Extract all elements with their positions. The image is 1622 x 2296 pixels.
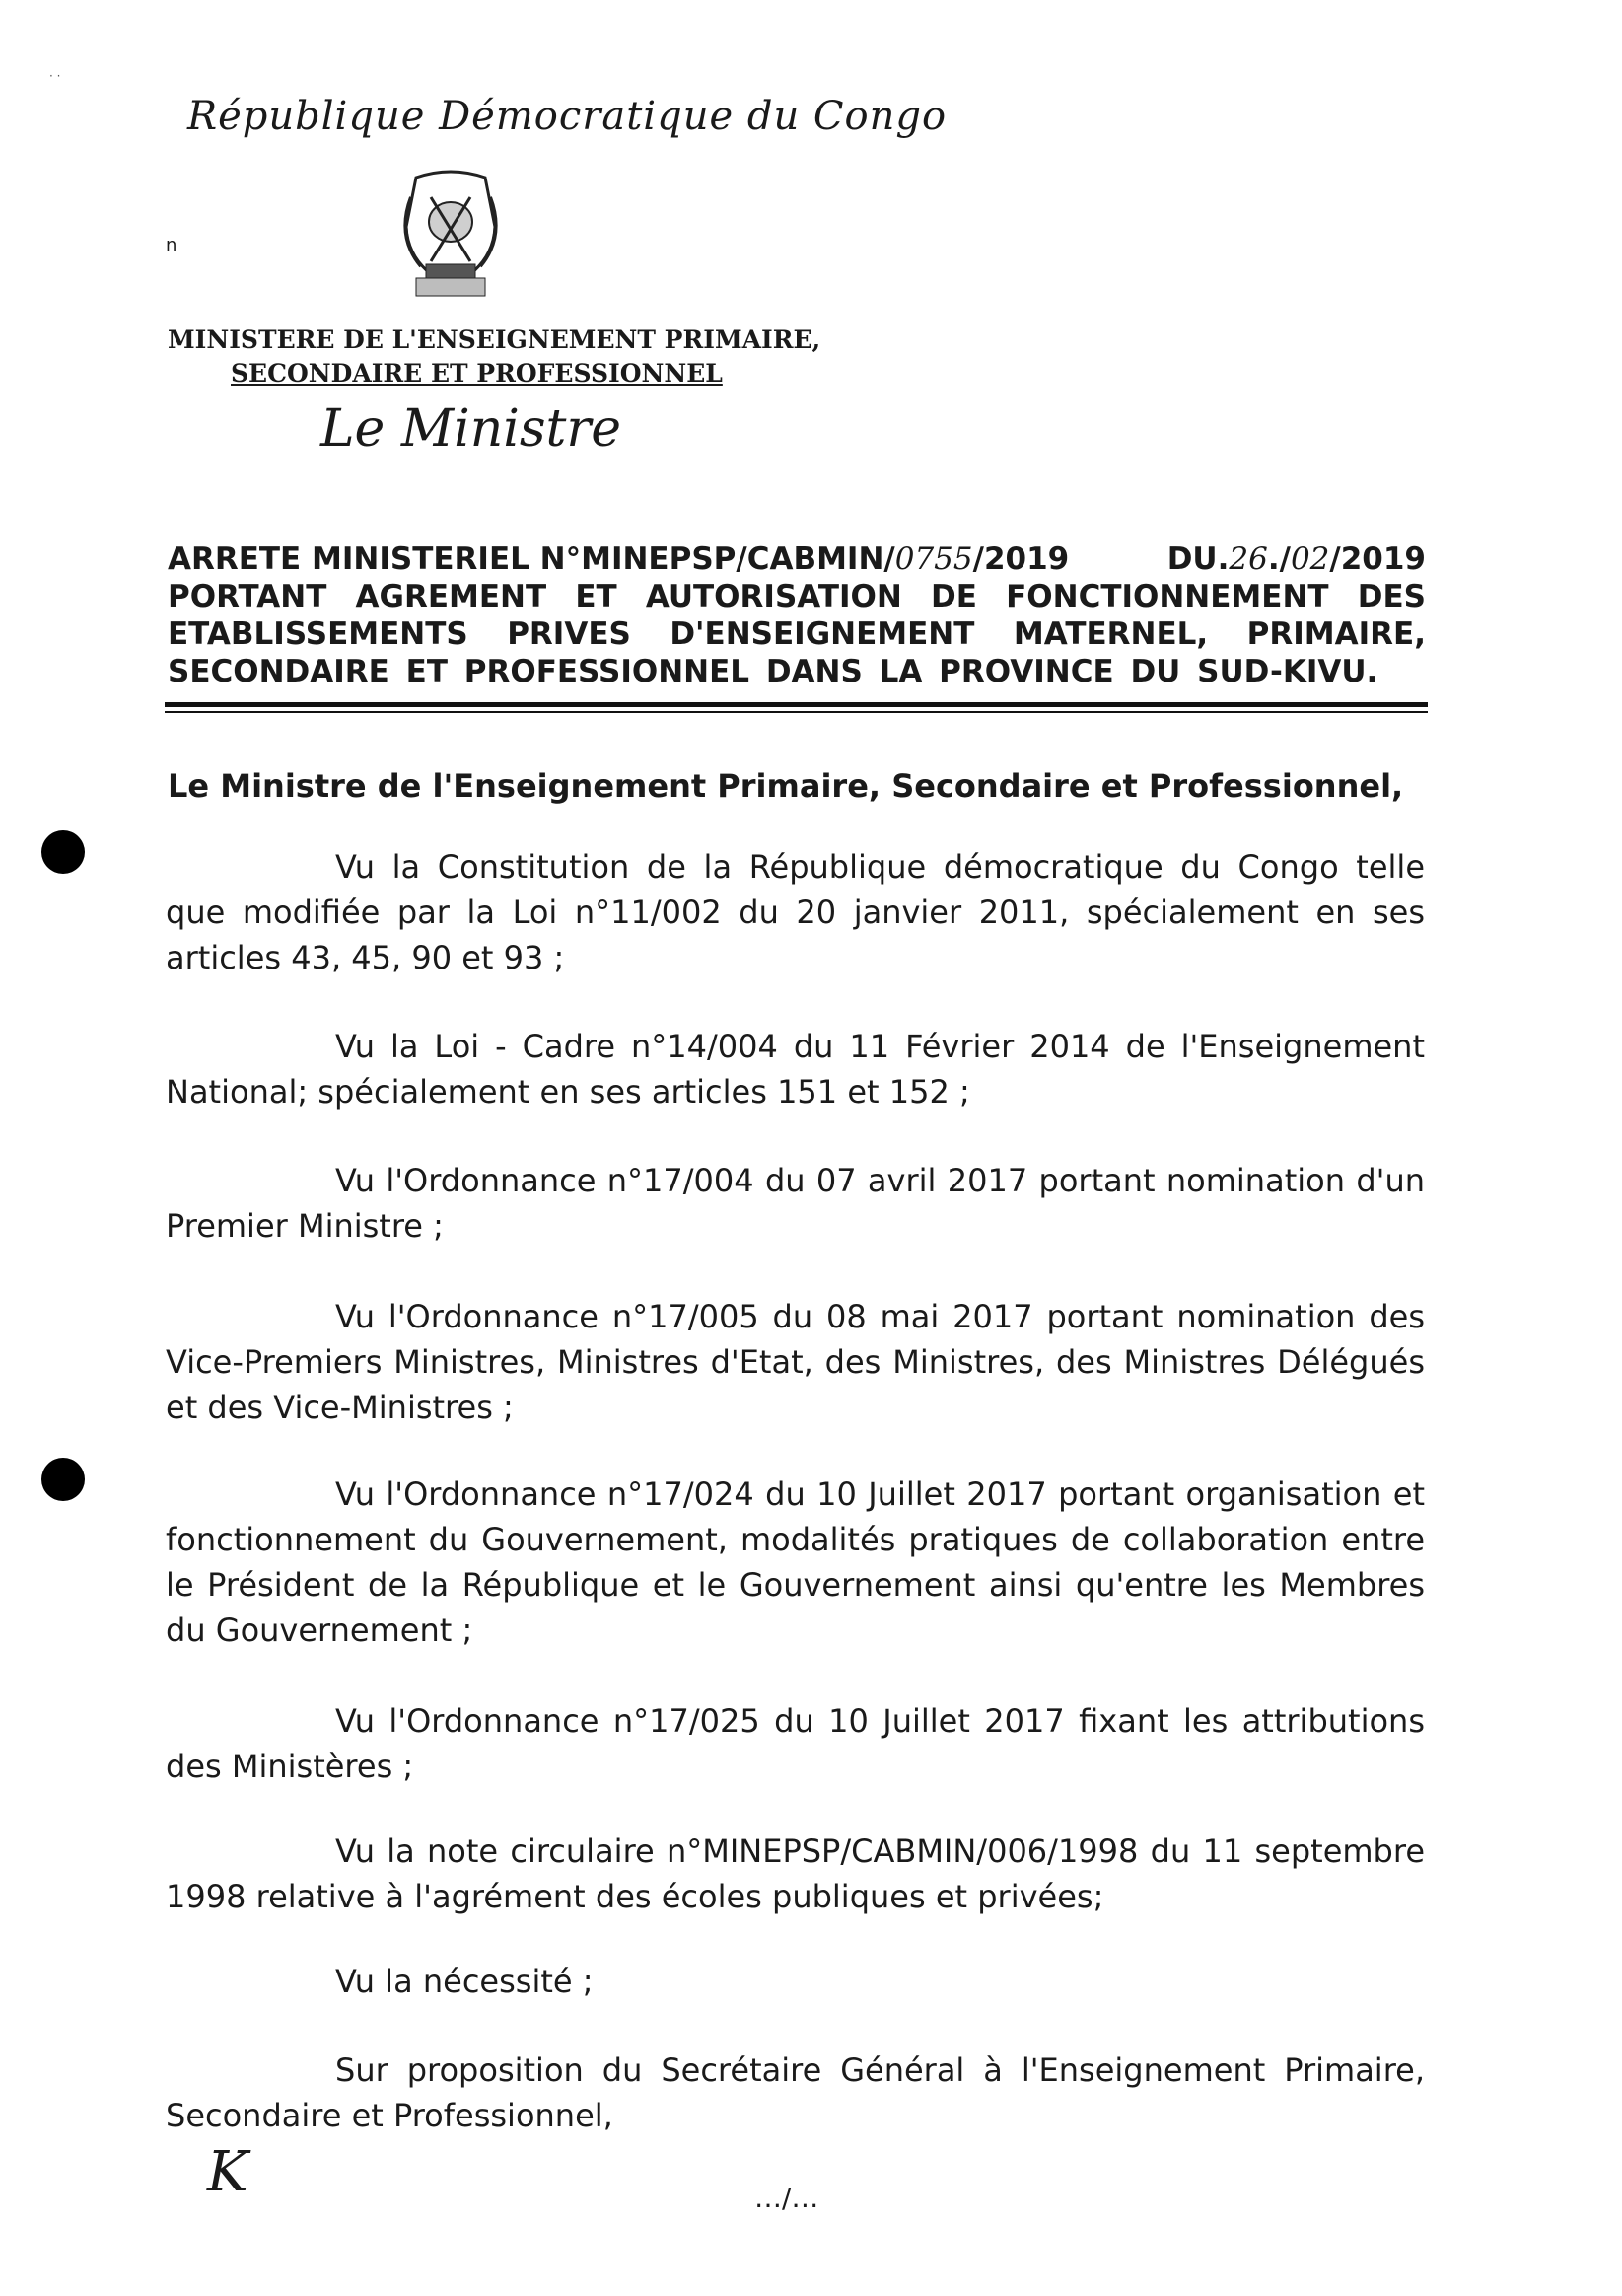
coat-of-arms-emblem (377, 168, 525, 306)
decree-number: ARRETE MINISTERIEL N°MINEPSP/CABMIN/0755/2019 (168, 541, 1070, 577)
paragraph-note-circulaire: Vu la note circulaire n°MINEPSP/CABMIN/006/1998 du 11 septembre 1998 relative à l'agrément des écoles publiques et privées; (166, 1832, 1425, 1915)
preamble-heading: Le Ministre de l'Enseignement Primaire, Secondaire et Professionnel, (168, 767, 1404, 805)
paragraph-ordonnance-005: Vu l'Ordonnance n°17/005 du 08 mai 2017 portant nomination des Vice-Premiers Ministres, Ministres d'Etat, des Ministres, des Ministres Délégués et des Vice-Ministres ; (166, 1298, 1425, 1426)
decree-date: DU.26./02/2019 (1166, 541, 1426, 577)
paragraph-ordonnance-004: Vu l'Ordonnance n°17/004 du 07 avril 2017 portant nomination d'un Premier Ministre ; (166, 1162, 1425, 1245)
punch-hole-mark (41, 1458, 85, 1501)
title-divider-thick (165, 702, 1428, 707)
republic-name: République Démocratique du Congo (187, 94, 948, 139)
paragraph-ordonnance-024: Vu l'Ordonnance n°17/024 du 10 Juillet 2017 portant organisation et fonctionnement du Gouvernement, modalités pratiques de collaboration entre le Président de la République et le Gouvernement ainsi qu'entre les Membres du Gouvernement ; (166, 1475, 1425, 1649)
handwritten-day: 26 (1229, 541, 1268, 577)
ministry-name-line2: SECONDAIRE ET PROFESSIONNEL (231, 359, 723, 388)
paragraph-loi-cadre: Vu la Loi - Cadre n°14/004 du 11 Février 2014 de l'Enseignement National; spécialement en ses articles 151 et 152 ; (166, 1028, 1425, 1111)
decree-title-line4: SECONDAIRE ET PROFESSIONNEL DANS LA PROVINCE DU SUD-KIVU. (168, 654, 1378, 689)
paragraph-ordonnance-025: Vu l'Ordonnance n°17/025 du 10 Juillet 2017 fixant les attributions des Ministères ; (166, 1702, 1425, 1785)
handwritten-initial: K (207, 2140, 248, 2204)
title-divider-thin (165, 711, 1428, 713)
margin-mark: n (166, 235, 177, 255)
ministry-name-line1: MINISTERE DE L'ENSEIGNEMENT PRIMAIRE, (168, 325, 821, 354)
paragraph-necessite: Vu la nécessité ; (335, 1963, 594, 2000)
decree-number-line (168, 540, 1426, 578)
punch-hole-mark (41, 830, 85, 874)
paragraph-proposition: Sur proposition du Secrétaire Général à l'Enseignement Primaire, Secondaire et Professionnel, (166, 2051, 1425, 2134)
handwritten-month: 02 (1290, 541, 1330, 577)
decree-title-line2: PORTANT AGREMENT ET AUTORISATION DE FONCTIONNEMENT DES (168, 579, 1426, 614)
decree-title-line3: ETABLISSEMENTS PRIVES D'ENSEIGNEMENT MATERNEL, PRIMAIRE, (168, 616, 1426, 652)
page-continuation: …/… (754, 2182, 819, 2214)
office-title: Le Ministre (320, 399, 622, 459)
paragraph-constitution: Vu la Constitution de la République démocratique du Congo telle que modifiée par la Loi n°11/002 du 20 janvier 2011, spécialement en ses articles 43, 45, 90 et 93 ; (166, 848, 1425, 976)
scan-specks: · · (49, 69, 61, 83)
decree-title (168, 540, 1426, 690)
handwritten-number: 0755 (894, 541, 973, 577)
